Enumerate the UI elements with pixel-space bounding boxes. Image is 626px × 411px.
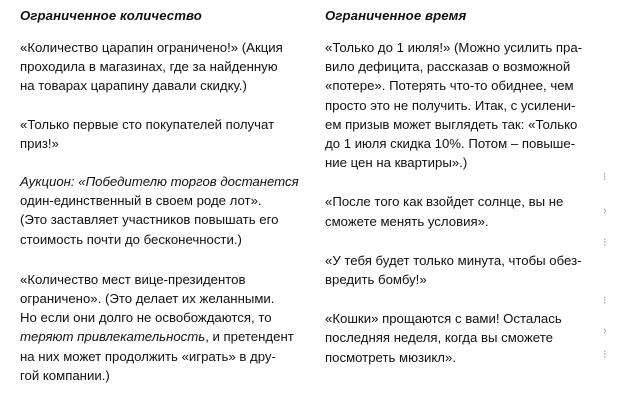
left-column — [20, 6, 310, 385]
text-line: «Только первые сто покупателей получат — [20, 116, 275, 132]
text-line: ние цен на квартиры».) — [325, 155, 468, 171]
text-line: «У тебя будет только минута, чтобы обез- — [325, 252, 582, 268]
text-line: гой компании.) — [20, 367, 110, 383]
text-line: ем призыв может выглядеть так: «Только — [325, 116, 578, 132]
text-line: вило дефицита, рассказав о возможной — [325, 59, 571, 75]
text-line — [20, 327, 310, 346]
text-line: на товарах царапину давали скидку.) — [20, 78, 247, 94]
text-line: «Количество царапин ограничено!» (Акция — [20, 40, 283, 55]
text-line: просто это не получить. Итак, с усилени- — [325, 97, 576, 113]
left-paragraph-2 — [20, 115, 310, 153]
scan-artifact: ⁝ — [603, 349, 607, 361]
text-line: «Только до 1 июля!» (Можно усилить пра- — [325, 40, 583, 55]
scan-artifact: ⁝ — [603, 171, 607, 183]
text-line: приз!» — [20, 135, 59, 151]
right-column-heading: Ограниченное время — [325, 8, 467, 23]
text-line: сможете менять условия». — [325, 213, 489, 229]
italic-phrase: теряют привлекательность — [20, 329, 206, 345]
text-line: до 1 июля скидка 10%. Потом – повыше- — [325, 136, 576, 152]
left-paragraph-1 — [20, 38, 310, 96]
left-paragraph-4 — [20, 270, 310, 385]
left-paragraph-3 — [20, 172, 310, 249]
right-column — [325, 6, 610, 367]
right-paragraph-3 — [325, 251, 610, 289]
scan-artifact: › — [603, 325, 607, 337]
text-line: Но если они долго не освобождаются, то — [20, 310, 272, 326]
right-paragraph-4 — [325, 309, 610, 367]
text-line: один-единственный в своем роде лот». — [20, 193, 262, 209]
left-column-heading: Ограниченное количество — [20, 8, 202, 23]
text-line: «Количество мест вице-президентов — [20, 271, 246, 287]
scan-artifact: › — [603, 205, 607, 217]
text-line: Аукцион: «Победителю торгов достанется — [20, 174, 299, 190]
scan-artifact: ⁝ — [603, 237, 607, 249]
text-line: посмотреть мюзикл». — [325, 349, 457, 365]
text-line: последняя неделя, когда вы сможете — [325, 330, 553, 346]
text-fragment: , и претендент — [205, 329, 294, 345]
scan-artifact: ⁝ — [603, 295, 607, 307]
text-line: «потере». Потерять что-то обиднее, чем — [325, 78, 574, 94]
text-line: стоимость почти до бесконечности.) — [20, 231, 242, 247]
text-line: (Это заставляет участников повышать его — [20, 212, 279, 228]
text-line: «После того как взойдет солнце, вы не — [325, 194, 564, 210]
right-paragraph-2 — [325, 192, 610, 230]
text-line: на них может продолжить «играть» в дру- — [20, 348, 276, 364]
right-paragraph-1 — [325, 38, 610, 172]
text-line: «Кошки» прощаются с вами! Осталась — [325, 311, 562, 327]
text-line: проходила в магазинах, где за найденную — [20, 59, 278, 75]
text-line: вредить бомбу!» — [325, 272, 427, 288]
text-line: ограничено». (Это делает их желанными. — [20, 291, 275, 307]
